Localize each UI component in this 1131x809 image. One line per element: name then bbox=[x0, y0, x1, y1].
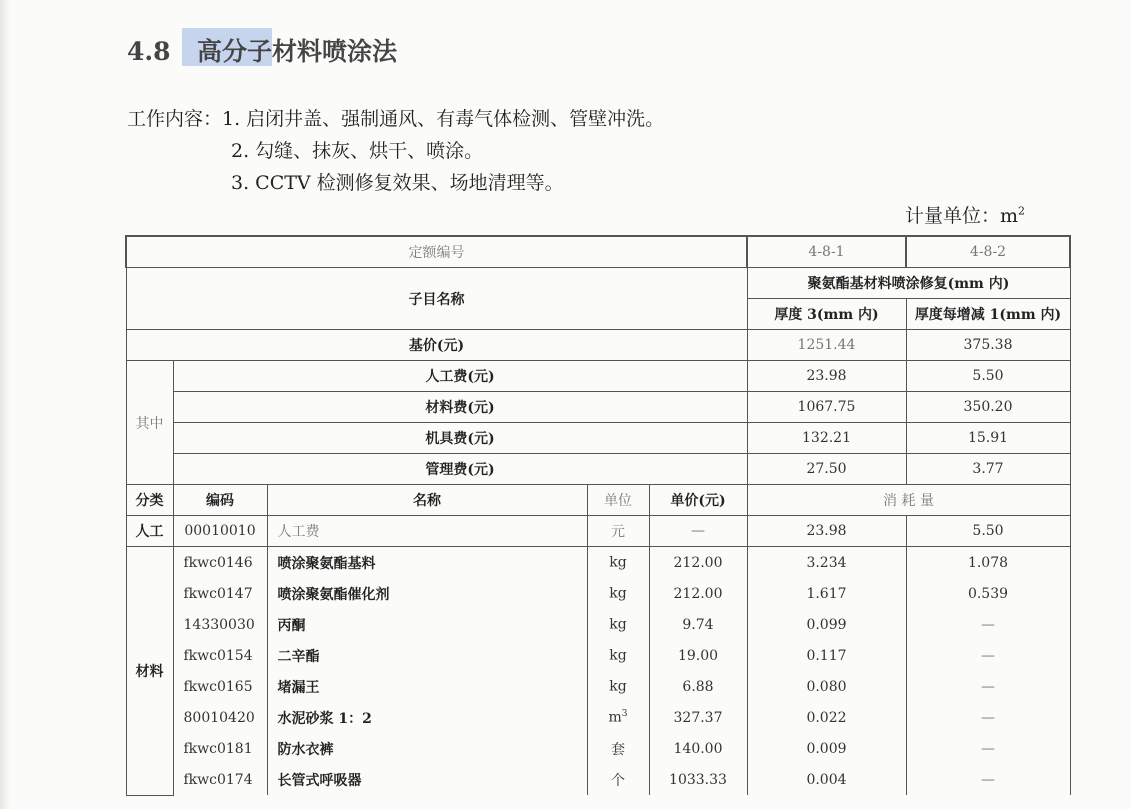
material-name: 长管式呼吸器 bbox=[267, 764, 587, 795]
work-content-label: 工作内容： bbox=[127, 108, 223, 130]
material-unit bbox=[587, 764, 649, 795]
header-code: 编码 bbox=[173, 485, 267, 516]
labor-category: 人工 bbox=[126, 516, 173, 547]
base-price-cell: 375.38 bbox=[906, 330, 1070, 361]
cost-label: 管理费(元) bbox=[173, 454, 747, 485]
material-unit-text: 个 bbox=[611, 772, 625, 789]
page-edge-shadow bbox=[0, 0, 10, 809]
material-name: 喷涂聚氨酯基料 bbox=[267, 547, 587, 579]
section-number: 4.8 bbox=[127, 37, 171, 66]
material-code: 14330030 bbox=[173, 609, 267, 640]
item-name-cell: 厚度每增减 1(mm 内) bbox=[906, 299, 1070, 330]
header-unit-price: 单价(元) bbox=[649, 485, 747, 516]
of-which-label: 其中 bbox=[126, 361, 173, 485]
material-code: fkwc0174 bbox=[173, 764, 267, 795]
cost-label: 人工费(元) bbox=[173, 361, 747, 392]
material-code: fkwc0147 bbox=[173, 578, 267, 609]
material-unit-price: 6.88 bbox=[649, 671, 747, 702]
material-code: fkwc0165 bbox=[173, 671, 267, 702]
material-unit-price: 327.37 bbox=[649, 702, 747, 733]
material-unit bbox=[587, 640, 649, 671]
base-price-label: 基价(元) bbox=[126, 330, 747, 361]
measurement-unit bbox=[905, 201, 1025, 228]
material-value: — bbox=[906, 702, 1070, 733]
quota-no-cell: 4-8-2 bbox=[906, 236, 1070, 268]
section-title-text: 高分子材料喷涂法 bbox=[197, 37, 398, 66]
labor-code: 00010010 bbox=[173, 516, 267, 547]
labor-unit: 元 bbox=[587, 516, 649, 547]
material-unit bbox=[587, 609, 649, 640]
material-unit-text: m bbox=[608, 709, 622, 726]
material-value: 0.022 bbox=[747, 702, 906, 733]
material-name: 二辛酯 bbox=[267, 640, 587, 671]
header-category: 分类 bbox=[126, 485, 173, 516]
material-unit-text: kg bbox=[609, 554, 627, 571]
material-value: 0.099 bbox=[747, 609, 906, 640]
item-group: 聚氨酯基材料喷涂修复(mm 内) bbox=[747, 268, 1070, 299]
unit-superscript: 2 bbox=[1018, 204, 1025, 218]
material-value: 0.004 bbox=[747, 764, 906, 795]
cost-value: 1067.75 bbox=[747, 392, 906, 423]
work-item: 3. CCTV 检测修复效果、场地清理等。 bbox=[231, 172, 564, 194]
cost-value: 27.50 bbox=[747, 454, 906, 485]
cost-value: 23.98 bbox=[747, 361, 906, 392]
material-name: 喷涂聚氨酯催化剂 bbox=[267, 578, 587, 609]
material-unit bbox=[587, 702, 649, 733]
labor-name: 人工费 bbox=[267, 516, 587, 547]
material-unit bbox=[587, 547, 649, 579]
material-unit-text: 套 bbox=[611, 741, 625, 758]
cost-label: 机具费(元) bbox=[173, 423, 747, 454]
material-value: 1.617 bbox=[747, 578, 906, 609]
cost-label: 材料费(元) bbox=[173, 392, 747, 423]
cost-value: 5.50 bbox=[906, 361, 1070, 392]
material-category: 材料 bbox=[126, 547, 173, 796]
labor-unit-price: — bbox=[649, 516, 747, 547]
material-value: 0.080 bbox=[747, 671, 906, 702]
material-unit-text: kg bbox=[609, 647, 627, 664]
material-value: 1.078 bbox=[906, 547, 1070, 579]
header-name: 名称 bbox=[267, 485, 587, 516]
header-unit: 单位 bbox=[587, 485, 649, 516]
material-unit-text: kg bbox=[609, 616, 627, 633]
item-name-cell: 厚度 3(mm 内) bbox=[747, 299, 906, 330]
material-code: fkwc0146 bbox=[173, 547, 267, 579]
cost-value: 3.77 bbox=[906, 454, 1070, 485]
material-value: — bbox=[906, 640, 1070, 671]
labor-value: 5.50 bbox=[906, 516, 1070, 547]
material-code: 80010420 bbox=[173, 702, 267, 733]
material-name: 丙酮 bbox=[267, 609, 587, 640]
material-code: fkwc0181 bbox=[173, 733, 267, 764]
material-unit bbox=[587, 578, 649, 609]
material-value: — bbox=[906, 671, 1070, 702]
material-value: 0.009 bbox=[747, 733, 906, 764]
material-name: 堵漏王 bbox=[267, 671, 587, 702]
quota-no-label: 定额编号 bbox=[126, 236, 747, 268]
material-unit-price: 212.00 bbox=[649, 547, 747, 579]
material-unit-price: 1033.33 bbox=[649, 764, 747, 795]
work-item: 2. 勾缝、抹灰、烘干、喷涂。 bbox=[231, 140, 484, 162]
labor-value: 23.98 bbox=[747, 516, 906, 547]
material-unit-text: kg bbox=[609, 585, 627, 602]
material-value: 0.117 bbox=[747, 640, 906, 671]
material-name: 防水衣裤 bbox=[267, 733, 587, 764]
material-unit-price: 9.74 bbox=[649, 609, 747, 640]
material-unit-price: 19.00 bbox=[649, 640, 747, 671]
material-value: — bbox=[906, 609, 1070, 640]
material-unit bbox=[587, 733, 649, 764]
material-value: — bbox=[906, 733, 1070, 764]
cost-value: 15.91 bbox=[906, 423, 1070, 454]
cost-value: 132.21 bbox=[747, 423, 906, 454]
quota-no-cell: 4-8-1 bbox=[747, 236, 906, 268]
material-unit-price: 212.00 bbox=[649, 578, 747, 609]
material-unit bbox=[587, 671, 649, 702]
unit-label: 计量单位：m bbox=[904, 205, 1018, 227]
material-unit-price: 140.00 bbox=[649, 733, 747, 764]
material-name: 水泥砂浆 1：2 bbox=[267, 702, 587, 733]
section-title bbox=[127, 34, 397, 70]
work-item: 1. 启闭井盖、强制通风、有毒气体检测、管壁冲洗。 bbox=[222, 108, 665, 130]
item-name-label: 子目名称 bbox=[126, 268, 747, 330]
material-unit-text: kg bbox=[609, 678, 627, 695]
material-value: 3.234 bbox=[747, 547, 906, 579]
material-value: 0.539 bbox=[906, 578, 1070, 609]
base-price-cell: 1251.44 bbox=[747, 330, 906, 361]
material-code: fkwc0154 bbox=[173, 640, 267, 671]
material-value: — bbox=[906, 764, 1070, 795]
quota-table bbox=[125, 235, 1071, 796]
header-consumption: 消 耗 量 bbox=[747, 485, 1070, 516]
material-unit-sup: 3 bbox=[621, 709, 628, 720]
work-content bbox=[127, 103, 664, 199]
cost-value: 350.20 bbox=[906, 392, 1070, 423]
